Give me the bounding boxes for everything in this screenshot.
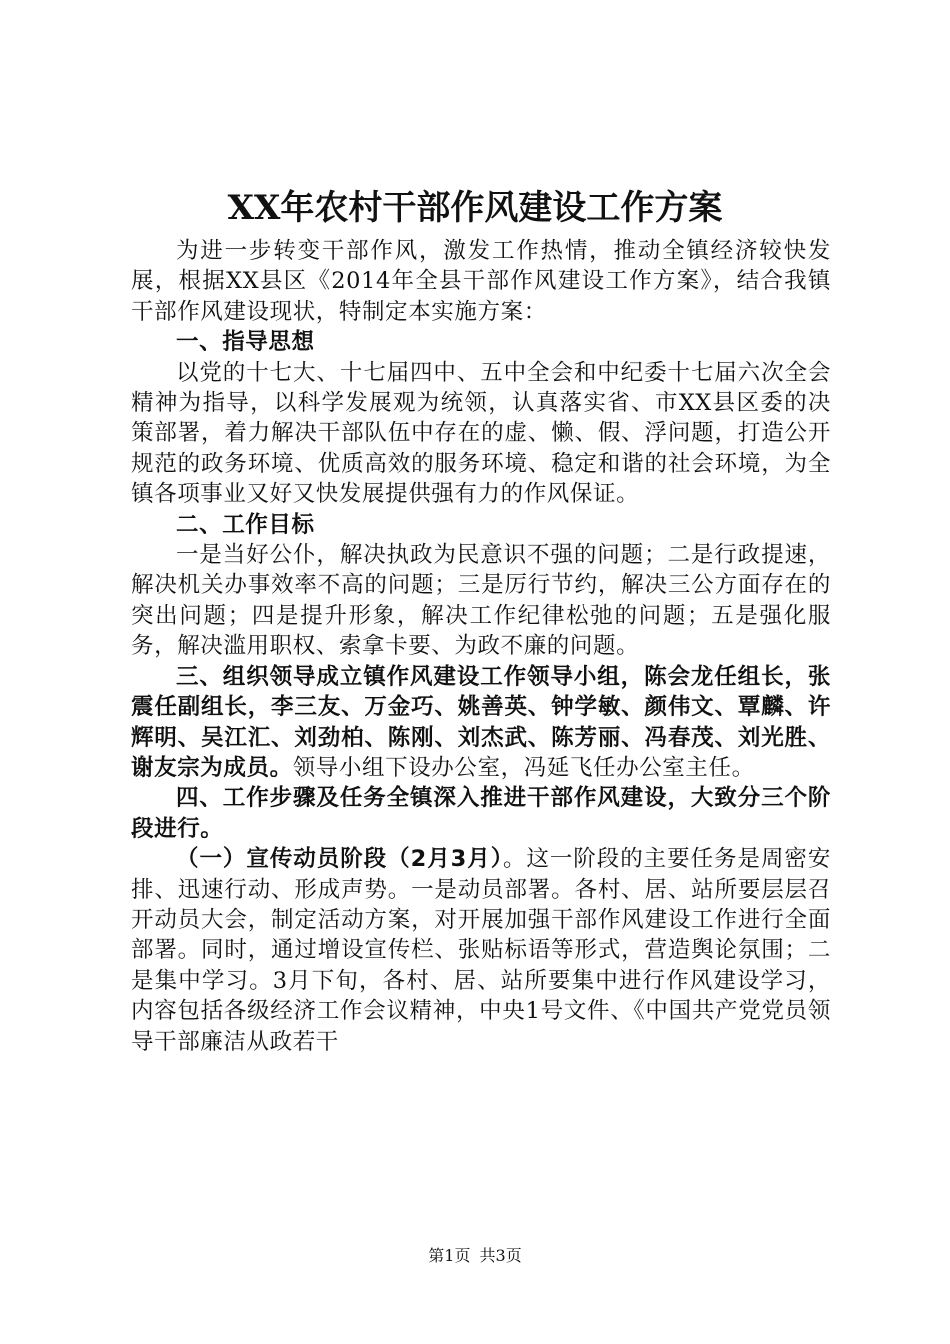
stage-heading-publicity: （一）宣传动员阶段（2月3月） (176, 846, 503, 873)
page-footer (0, 1246, 950, 1266)
page-number: 第1页 (428, 1246, 471, 1265)
document-title: XX年农村干部作风建设工作方案 (227, 188, 723, 228)
page-total: 共3页 (479, 1246, 522, 1265)
document-body (131, 236, 831, 1057)
intro-paragraph: 为进一步转变干部作风，激发工作热情，推动全镇经济较快发展，根据XX县区《2014年全县干部作风建设工作方案》，结合我镇干部作风建设现状，特制定本实施方案： (131, 238, 831, 325)
section-paragraph-work-goals: 一是当好公仆，解决执政为民意识不强的问题；二是行政提速，解决机关办事效率不高的问题；三是厉行节约，解决三公方面存在的突出问题；四是提升形象，解决工作纪律松弛的问题；五是强化服务，解决滥用职权、索拿卡要、为政不廉的问题。 (131, 542, 831, 660)
section-heading-work-steps: 四、工作步骤及任务全镇深入推进干部作风建设，大致分三个阶段进行。 (131, 785, 831, 842)
section-heading-work-goals: 二、工作目标 (176, 511, 315, 538)
section-paragraph-organization (131, 662, 831, 784)
section-paragraph-guiding-ideology: 以党的十七大、十七届四中、五中全会和中纪委十七届六次全会精神为指导，以科学发展观为统领，认真落实省、市XX县区委的决策部署，着力解决干部队伍中存在的虚、懒、假、浮问题，打造公开规范的政务环境、优质高效的服务环境、稳定和谐的社会环境，为全镇各项事业又好又快发展提供强有力的作风保证。 (131, 359, 831, 508)
stage-paragraph-publicity (131, 844, 831, 1057)
section-heading-guiding-ideology: 一、指导思想 (176, 329, 315, 356)
organization-office-text: 领导小组下设办公室，冯延飞任办公室主任。 (292, 754, 755, 781)
section-heading-organization: 三、组织领导成立镇作风建设工作领导小组，陈会龙任组长，张震任副组长，李三友、万金巧、姚善英、钟学敏、颜伟文、覃麟、许辉明、吴江汇、刘劲柏、陈刚、刘杰武、陈芳丽、冯春茂、刘光胜、谢友宗为成员。 (131, 663, 831, 781)
stage-text-publicity: 。这一阶段的主要任务是周密安排、迅速行动、形成声势。一是动员部署。各村、居、站所要层层召开动员大会，制定活动方案，对开展加强干部作风建设工作进行全面部署。同时，通过增设宣传栏、张贴标语等形式，营造舆论氛围；二是集中学习。3月下旬，各村、居、站所要集中进行作风建设学习，内容包括各级经济工作会议精神，中央1号文件、《中国共产党党员领导干部廉洁从政若干 (131, 846, 831, 1055)
